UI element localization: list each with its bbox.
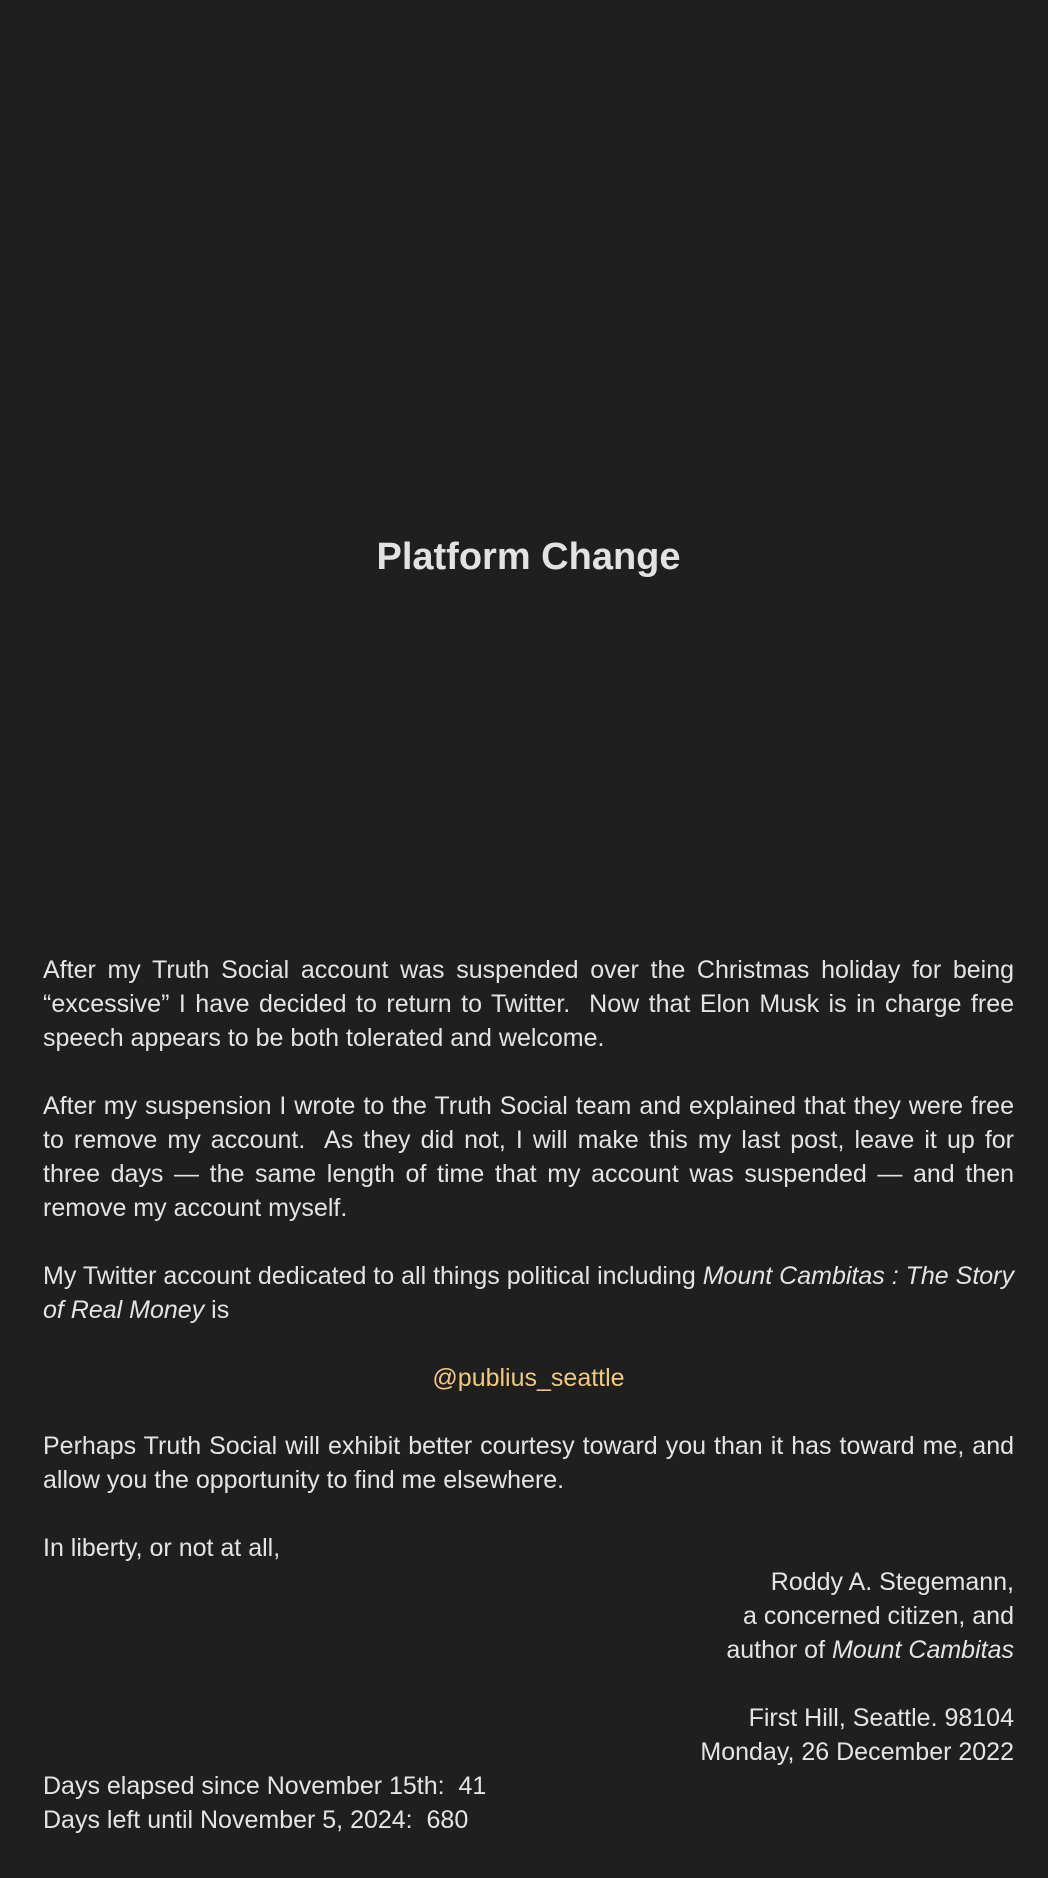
author-book-title: Mount Cambitas (831, 1636, 1014, 1664)
paragraph-text: My Twitter account dedicated to all things political including (43, 1262, 703, 1290)
signature-role: a concerned citizen, and (742, 1602, 1014, 1630)
twitter-handle-link[interactable]: @publius_seattle (432, 1364, 625, 1392)
author-prefix: author of (726, 1636, 832, 1664)
date: Monday, 26 December 2022 (700, 1738, 1014, 1766)
handle-row (43, 1361, 1014, 1395)
page-title: Platform Change (376, 536, 681, 578)
post-body (43, 953, 1014, 1837)
place-date-block (43, 1701, 1014, 1769)
book-title: Mount Cambitas : The Story of Real Money (43, 1262, 1014, 1324)
days-elapsed: Days elapsed since November 15th: 41 (43, 1772, 487, 1800)
paragraph-twitter-account (43, 1259, 1014, 1327)
signature-name: Roddy A. Stegemann, (770, 1568, 1014, 1596)
signature-block (43, 1565, 1014, 1667)
day-counters (43, 1769, 1014, 1837)
signature-author (43, 1633, 1014, 1667)
paragraph-text: is (204, 1296, 230, 1324)
paragraph-suspension: After my Truth Social account was suspended over the Christmas holiday for being “excessive” I have decided to return to Twitter. Now that Elon Musk is in charge free speech appears to be both tolerated and welcome. (43, 956, 1014, 1052)
paragraph-last-post: After my suspension I wrote to the Truth Social team and explained that they were free to remove my account. As they did not, I will make this my last post, leave it up for three days — the same length of time that my account was suspended — and then remove my account myself. (43, 1092, 1014, 1222)
paragraph-courtesy: Perhaps Truth Social will exhibit better courtesy toward you than it has toward me, and allow you the opportunity to find me elsewhere. (43, 1432, 1014, 1494)
days-left: Days left until November 5, 2024: 680 (43, 1806, 469, 1834)
closing-line: In liberty, or not at all, (43, 1534, 281, 1562)
location: First Hill, Seattle. 98104 (748, 1704, 1014, 1732)
